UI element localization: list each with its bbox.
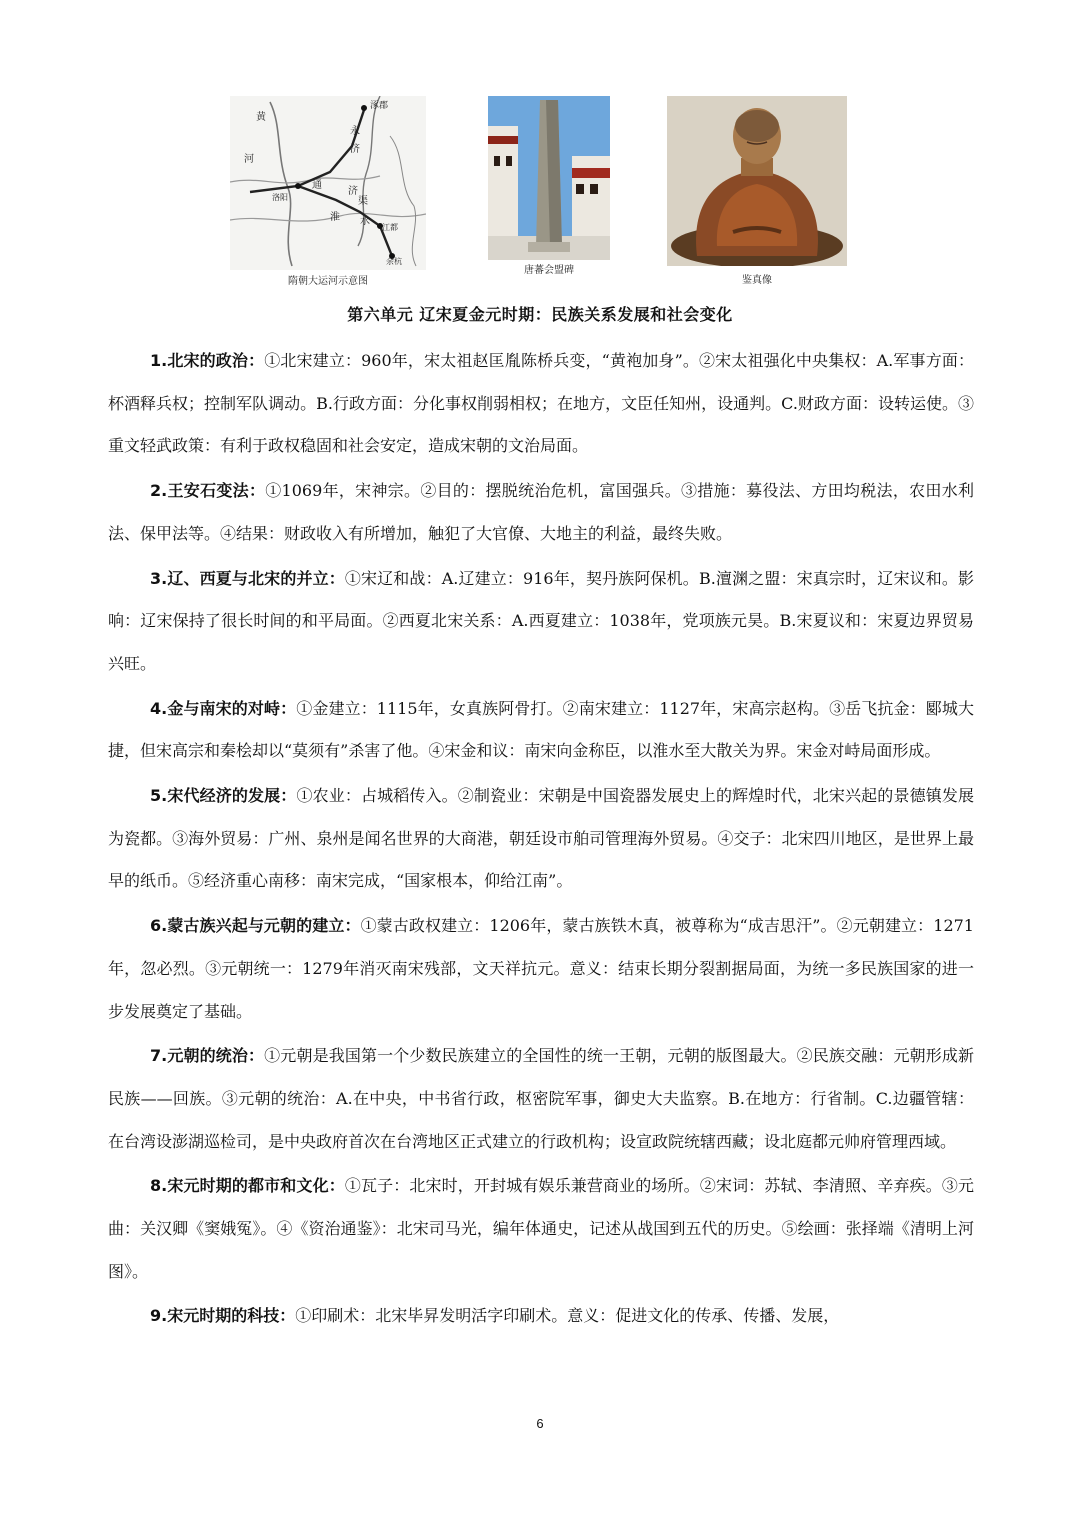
section-paragraph xyxy=(108,1165,974,1293)
section-heading: 5.宋代经济的发展： xyxy=(150,786,297,806)
section-heading: 8.宋元时期的都市和文化： xyxy=(150,1176,345,1196)
section-paragraph xyxy=(108,558,974,686)
section-heading: 1.北宋的政治： xyxy=(150,351,265,370)
section-heading: 7.元朝的统治： xyxy=(150,1046,265,1066)
jianzhen-statue-figure xyxy=(667,96,847,288)
map-label: 永 xyxy=(350,126,360,137)
map-label: 河 xyxy=(244,154,254,165)
section-paragraph xyxy=(108,1295,974,1338)
section-paragraph xyxy=(108,340,974,468)
map-label: 洛阳 xyxy=(272,193,288,202)
section-body: ①元朝是我国第一个少数民族建立的全国性的统一王朝，元朝的版图最大。②民族交融：元朝形成新民族——回族。③元朝的统治：A.在中央，中书省行政，枢密院军事，御史大夫监察。B.在地方：行省制。C.边疆管辖：在台湾设澎湖巡检司，是中央政府首次在台湾地区正式建立的行政机构；设宣政院统辖西藏；设北庭都元帅府管理西域。 xyxy=(108,1046,974,1151)
map-label: 江都 xyxy=(382,223,398,232)
section-heading: 9.宋元时期的科技： xyxy=(150,1306,296,1326)
unit-title: 第六单元 辽宋夏金元时期：民族关系发展和社会变化 xyxy=(347,305,733,324)
section-body: ①印刷术：北宋毕昇发明活字印刷术。意义：促进文化的传承、传播、发展， xyxy=(295,1306,840,1326)
section-paragraph xyxy=(108,688,974,773)
section-heading: 3.辽、西夏与北宋的并立： xyxy=(150,568,345,588)
map-label: 通 xyxy=(312,180,322,191)
map-label: 淮 xyxy=(330,212,340,223)
stele-figure xyxy=(488,96,610,274)
jianzhen-statue-photo xyxy=(667,96,847,266)
section-body: ①瓦子：北宋时，开封城有娱乐兼营商业的场所。②宋词：苏轼、李清照、辛弃疾。③元曲：关汉卿《窦娥冤》。④《资治通鉴》：北宋司马光，编年体通史，记述从战国到五代的历史。⑤绘画：张择端《清明上河图》。 xyxy=(108,1176,974,1281)
section-heading: 4.金与南宋的对峙： xyxy=(150,698,297,718)
grand-canal-map-figure xyxy=(230,96,426,288)
section-body: ①农业：占城稻传入。②制瓷业：宋朝是中国瓷器发展史上的辉煌时代，北宋兴起的景德镇发展为瓷都。③海外贸易：广州、泉州是闻名世界的大商港，朝廷设市舶司管理海外贸易。④交子：北宋四川地区，是世界上最早的纸币。⑤经济重心南移：南宋完成，“国家根本，仰给江南”。 xyxy=(108,786,974,891)
section-heading: 2.王安石变法： xyxy=(150,481,266,501)
statue-caption: 鉴真像 xyxy=(742,275,772,286)
section-body: ①宋辽和战：A.辽建立：916年，契丹族阿保机。B.澶渊之盟：宋真宗时，辽宋议和。影响：辽宋保持了很长时间的和平局面。②西夏北宋关系：A.西夏建立：1038年，党项族元昊。B.宋夏议和：宋夏边界贸易兴旺。 xyxy=(108,568,974,673)
notes-content xyxy=(108,340,974,1340)
map-label: 济 xyxy=(350,144,360,155)
stele-caption: 唐蕃会盟碑 xyxy=(524,265,574,276)
map-label: 济 xyxy=(348,186,358,197)
section-paragraph xyxy=(108,1035,974,1163)
map-label: 黄 xyxy=(256,112,266,123)
section-body: ①1069年，宋神宗。②目的：摆脱统治危机，富国强兵。③措施：募役法、方田均税法，农田水利法、保甲法等。④结果：财政收入有所增加，触犯了大官僚、大地主的利益，最终失败。 xyxy=(108,481,974,543)
section-paragraph xyxy=(108,905,974,1033)
section-body: ①北宋建立：960年，宋太祖赵匡胤陈桥兵变，“黄袍加身”。②宋太祖强化中央集权：A.军事方面：杯酒释兵权；控制军队调动。B.行政方面：分化事权削弱相权；在地方，文臣任知州，设通判。C.财政方面：设转运使。③重文轻武政策：有利于政权稳固和社会安定，造成宋朝的文治局面。 xyxy=(108,351,974,456)
map-label: 水 xyxy=(360,216,370,227)
map-label: 余杭 xyxy=(386,257,402,266)
stele-photo xyxy=(488,96,610,260)
section-body: ①蒙古政权建立：1206年，蒙古族铁木真，被尊称为“成吉思汗”。②元朝建立：1271年，忽必烈。③元朝统一：1279年消灭南宋残部，文天祥抗元。意义：结束长期分裂割据局面，为统一多民族国家的进一步发展奠定了基础。 xyxy=(108,916,974,1021)
map-label: 渠 xyxy=(358,196,368,207)
map-caption: 隋朝大运河示意图 xyxy=(288,276,368,287)
section-heading: 6.蒙古族兴起与元朝的建立： xyxy=(150,916,361,936)
section-paragraph xyxy=(108,470,974,555)
map-labels xyxy=(230,96,426,270)
section-paragraph xyxy=(108,775,974,903)
section-body: ①金建立：1115年，女真族阿骨打。②南宋建立：1127年，宋高宗赵构。③岳飞抗金：郾城大捷，但宋高宗和秦桧却以“莫须有”杀害了他。④宋金和议：南宋向金称臣，以淮水至大散关为界。宋金对峙局面形成。 xyxy=(108,698,974,761)
map-label: 涿郡 xyxy=(370,101,389,111)
figure-row xyxy=(0,96,1080,292)
page-number: 6 xyxy=(536,1416,544,1431)
